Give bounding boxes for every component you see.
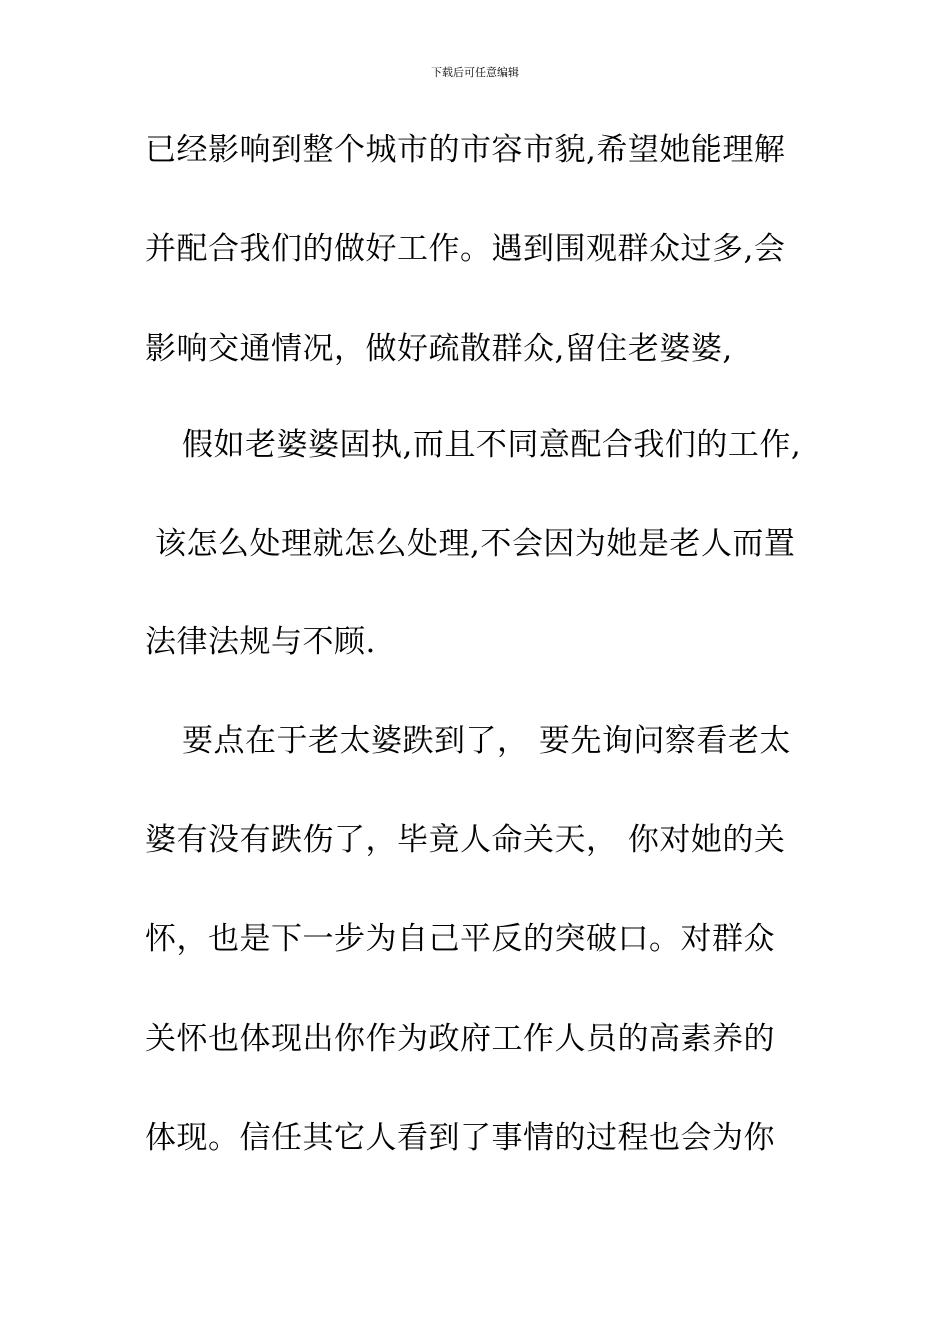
text-line: 假如老婆婆固执,而且不同意配合我们的工作, — [182, 427, 802, 463]
text-line: 关怀也体现出你作为政府工作人员的高素养的 — [145, 1021, 775, 1057]
text-line: 体现。信任其它人看到了事情的过程也会为你 — [145, 1120, 775, 1156]
page-header: 下载后可任意编辑 — [431, 66, 519, 79]
text-line: 并配合我们的做好工作。遇到围观群众过多,会 — [145, 231, 786, 267]
text-line: 该怎么处理就怎么处理,不会因为她是老人而置 — [155, 526, 796, 562]
text-line: 已经影响到整个城市的市容市貌,希望她能理解 — [145, 132, 786, 168]
text-line: 要点在于老太婆跌到了， 要先询问察看老太 — [182, 723, 791, 759]
text-line: 怀，也是下一步为自己平反的突破口。对群众 — [145, 921, 775, 957]
text-line: 影响交通情况，做好疏散群众,留住老婆婆, — [145, 331, 733, 367]
text-line: 婆有没有跌伤了，毕竟人命关天， 你对她的关 — [145, 822, 786, 858]
text-line: 法律法规与不顾. — [145, 624, 376, 660]
